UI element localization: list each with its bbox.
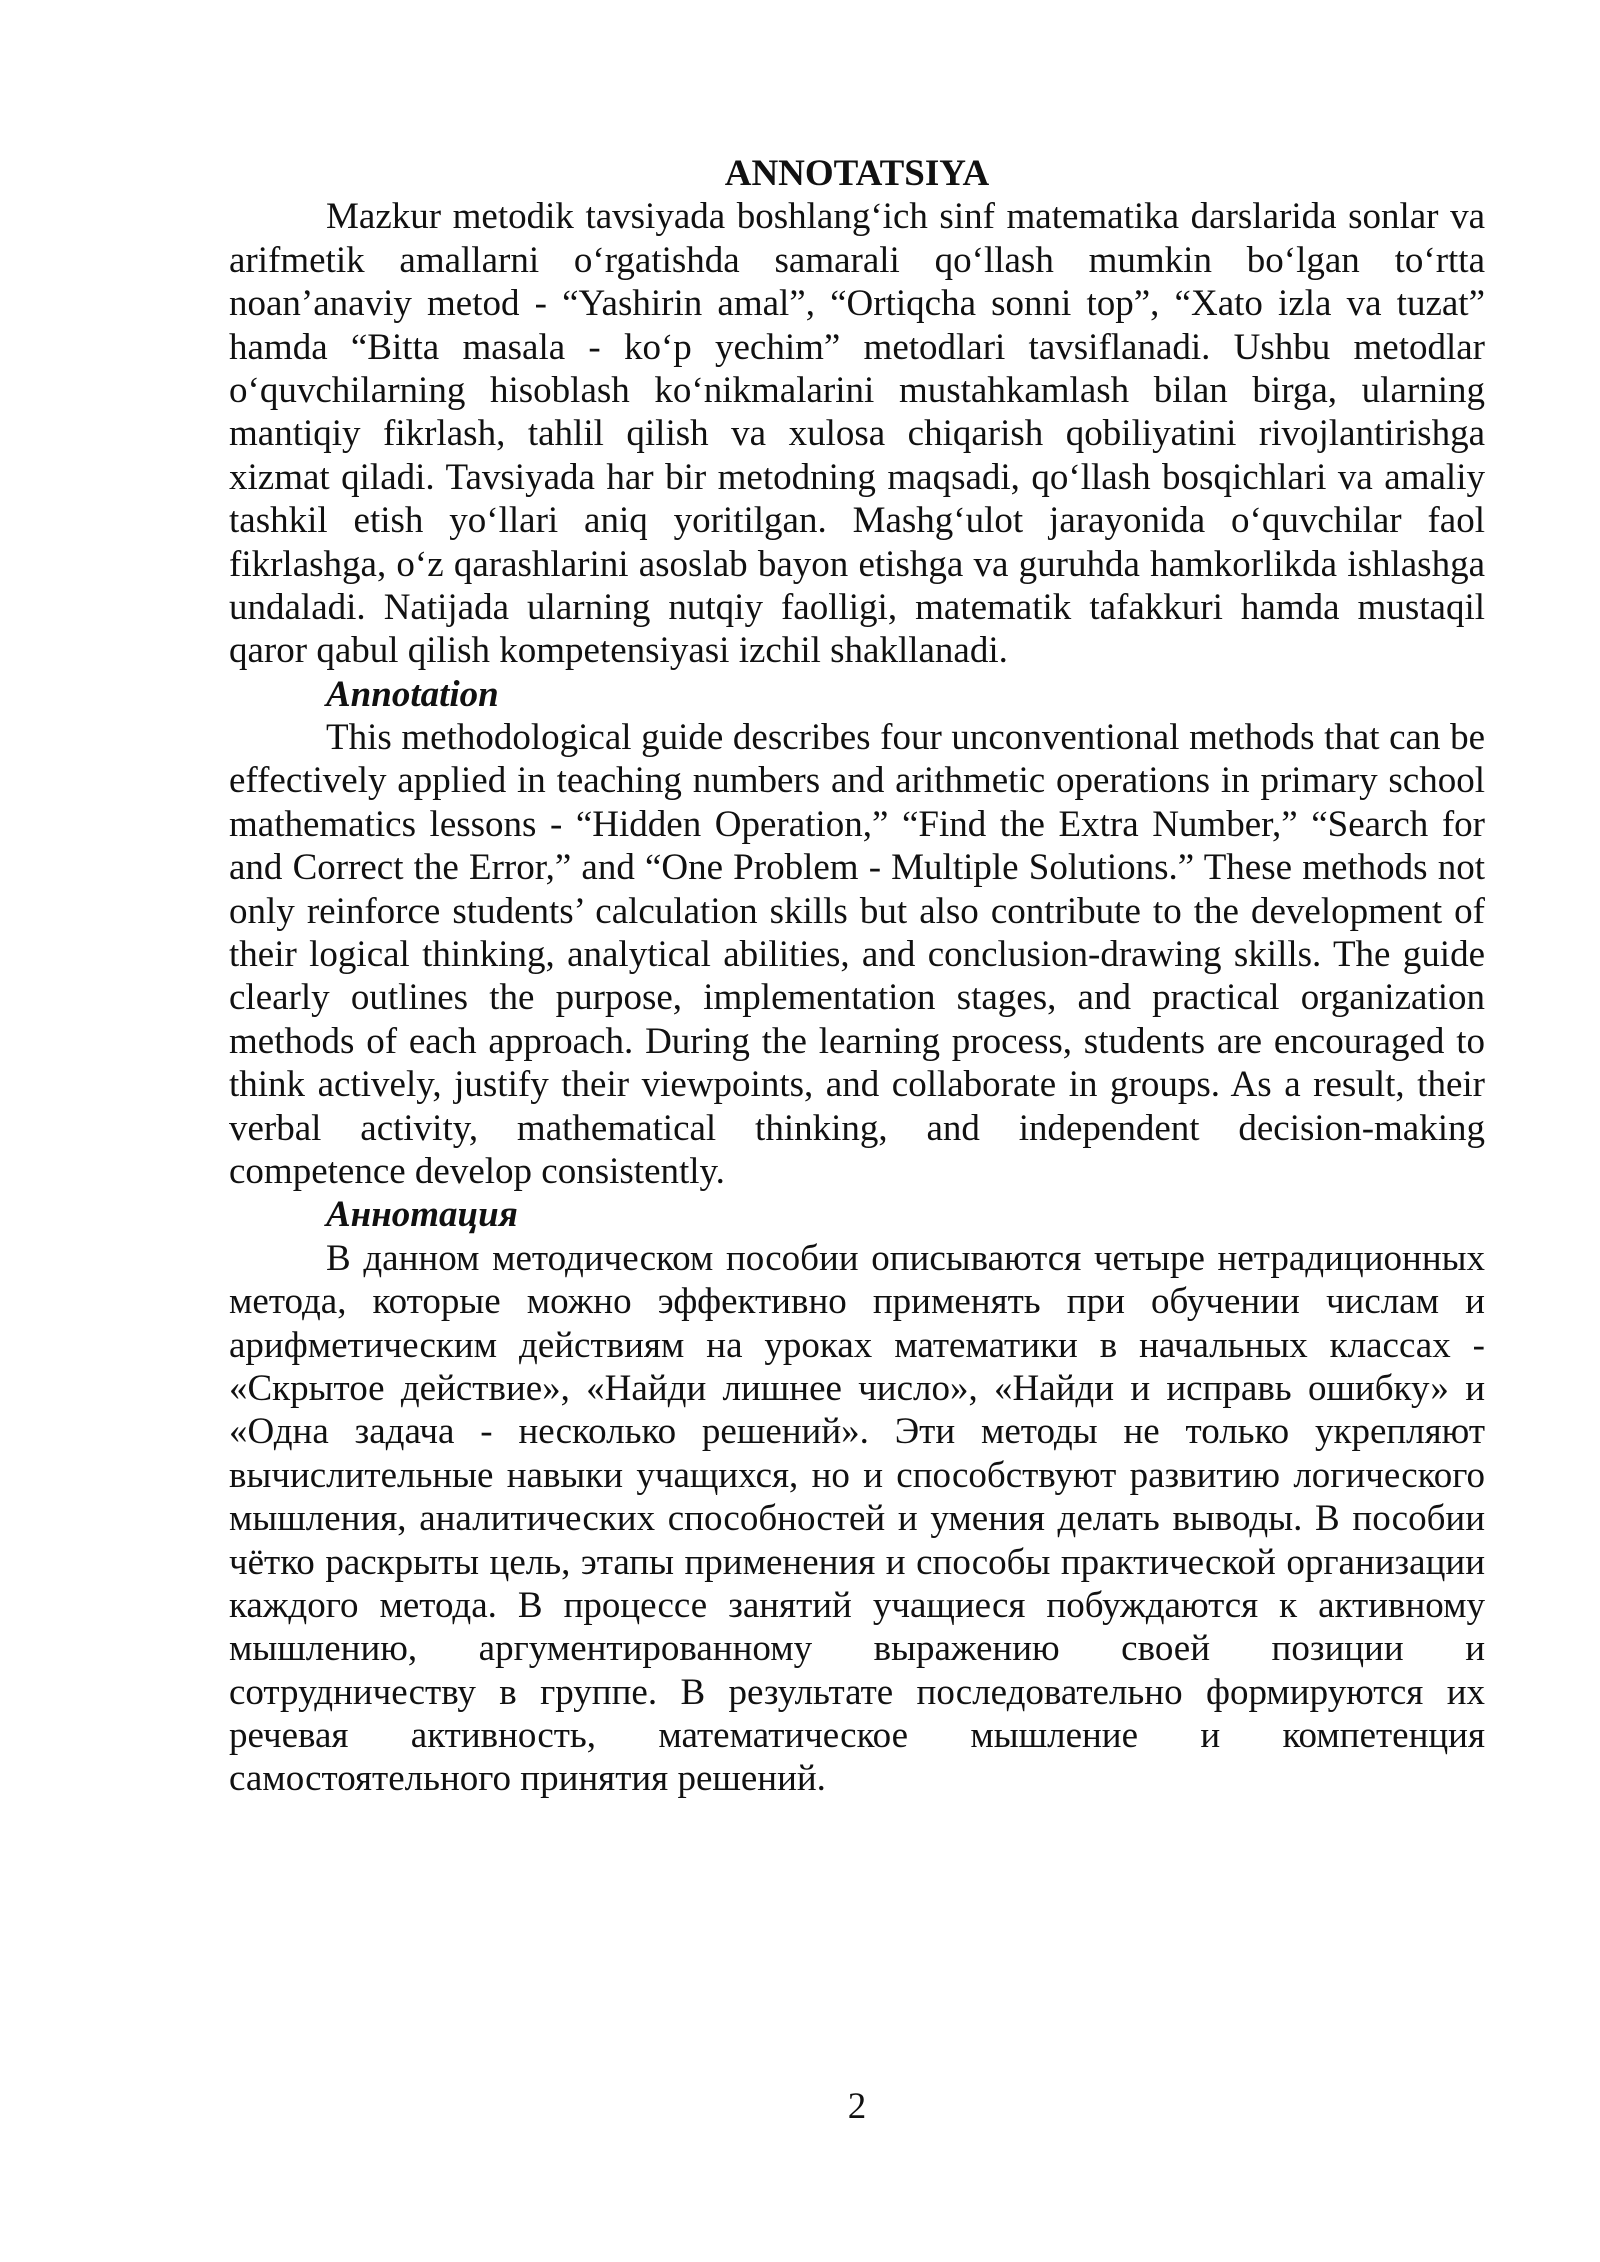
paragraph-line: mathematics lessons - “Hidden Operation,” “Find the Extra Number,” “Search for	[229, 803, 1485, 845]
paragraph-line: fikrlashga, o‘z qarashlarini asoslab bayon etishga va guruhda hamkorlikda ishlashga	[229, 543, 1485, 585]
paragraph-line: В данном методическом пособии описываются четыре нетрадиционных	[326, 1237, 1485, 1279]
paragraph-line: метода, которые можно эффективно применять при обучении числам и	[229, 1281, 1485, 1323]
paragraph-line: effectively applied in teaching numbers and arithmetic operations in primary school	[229, 760, 1485, 802]
page-title: ANNOTATSIYA	[724, 153, 990, 194]
russian-annotation-heading: Аннотация	[326, 1194, 518, 1236]
paragraph-line: вычислительные навыки учащихся, но и способствуют развитию логического	[229, 1454, 1485, 1496]
english-annotation-paragraph	[229, 716, 1485, 1193]
paragraph-line: competence develop consistently.	[229, 1150, 725, 1192]
paragraph-line: «Одна задача - несколько решений». Эти методы не только укрепляют	[229, 1411, 1485, 1453]
paragraph-line: мышления, аналитических способностей и умения делать выводы. В пособии	[229, 1498, 1485, 1540]
paragraph-line: their logical thinking, analytical abilities, and conclusion-drawing skills. The guide	[229, 934, 1485, 976]
paragraph-line: clearly outlines the purpose, implementation stages, and practical organization	[229, 977, 1485, 1019]
paragraph-line: qaror qabul qilish kompetensiyasi izchil shakllanadi.	[229, 630, 1008, 672]
paragraph-line: Mazkur metodik tavsiyada boshlang‘ich sinf matematika darslarida sonlar va	[326, 196, 1485, 238]
english-annotation-heading: Annotation	[326, 673, 499, 715]
annotation-text-block	[229, 152, 1485, 1801]
paragraph-line: речевая активность, математическое мышление и компетенция	[229, 1715, 1485, 1757]
paragraph-line: think actively, justify their viewpoints, and collaborate in groups. As a result, their	[229, 1064, 1485, 1106]
paragraph-line: xizmat qiladi. Tavsiyada har bir metodning maqsadi, qo‘llash bosqichlari va amaliy	[229, 456, 1485, 498]
paragraph-line: This methodological guide describes four unconventional methods that can be	[326, 717, 1485, 759]
paragraph-line: tashkil etish yo‘llari aniq yoritilgan. Mashg‘ulot jarayonida o‘quvchilar faol	[229, 500, 1485, 542]
paragraph-line: noan’anaviy metod - “Yashirin amal”, “Ortiqcha sonni top”, “Xato izla va tuzat”	[229, 283, 1485, 325]
paragraph-line: каждого метода. В процессе занятий учащиеся побуждаются к активному	[229, 1584, 1485, 1626]
paragraph-line: undaladi. Natijada ularning nutqiy faolligi, matematik tafakkuri hamda mustaqil	[229, 586, 1485, 628]
page-number: 2	[847, 2086, 867, 2127]
uzbek-annotation-paragraph	[229, 195, 1485, 672]
paragraph-line: самостоятельного принятия решений.	[229, 1758, 826, 1800]
paragraph-line: verbal activity, mathematical thinking, and independent decision-making	[229, 1107, 1485, 1149]
paragraph-line: чётко раскрыты цель, этапы применения и способы практической организации	[229, 1541, 1485, 1583]
paragraph-line: o‘quvchilarning hisoblash ko‘nikmalarini mustahkamlash bilan birga, ularning	[229, 369, 1485, 411]
paragraph-line: only reinforce students’ calculation skills but also contribute to the development of	[229, 890, 1485, 932]
paragraph-line: methods of each approach. During the learning process, students are encouraged to	[229, 1020, 1485, 1062]
paragraph-line: арифметическим действиям на уроках математики в начальных классах -	[229, 1324, 1485, 1366]
paragraph-line: arifmetik amallarni o‘rgatishda samarali qo‘llash mumkin bo‘lgan to‘rtta	[229, 239, 1485, 281]
paragraph-line: and Correct the Error,” and “One Problem - Multiple Solutions.” These methods not	[229, 847, 1485, 889]
russian-annotation-paragraph	[229, 1237, 1485, 1801]
paragraph-line: мышлению, аргументированному выражению своей позиции и	[229, 1628, 1485, 1670]
paragraph-line: «Скрытое действие», «Найди лишнее число», «Найди и исправь ошибку» и	[229, 1367, 1485, 1409]
paragraph-line: hamda “Bitta masala - ko‘p yechim” metodlari tavsiflanadi. Ushbu metodlar	[229, 326, 1485, 368]
paragraph-line: mantiqiy fikrlash, tahlil qilish va xulosa chiqarish qobiliyatini rivojlantirishga	[229, 413, 1485, 455]
paragraph-line: сотрудничеству в группе. В результате последовательно формируются их	[229, 1671, 1485, 1713]
